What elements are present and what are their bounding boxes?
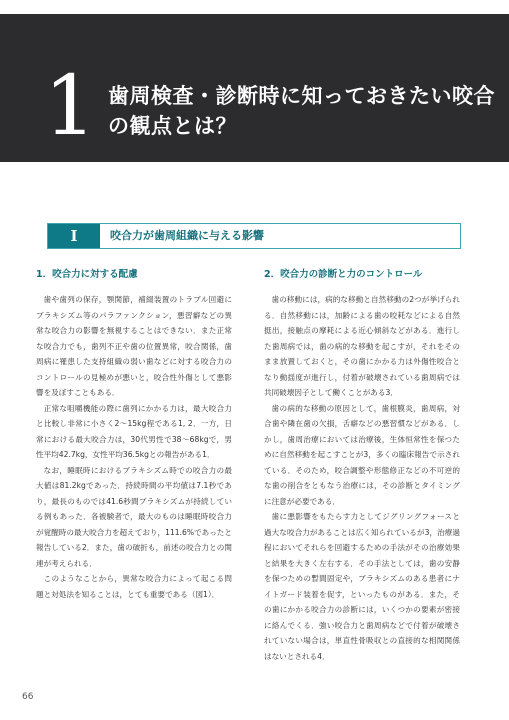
right-paragraph: 歯の移動には，病的な移動と自然移動の2つが挙げられる．自然移動には，加齢による歯の咬耗などによる自然挺出，接触点の摩耗による近心傾斜などがある．進行した歯周病では，歯の病的な移動を起こすが，それをそのまま放置しておくと，その歯にかかる力は外傷性咬合となり動揺度が進行し，付着が破壊されている歯周病では共同破壊因子として働くことがある3． — [264, 295, 460, 397]
left-paragraph: 正常な咀嚼機能の際に歯列にかかる力は，最大咬合力と比較し非常に小さく2〜15kg程である1, 2．一方，日常における最大咬合力は，30代男性で38〜68kgで，男性平均42.7kg，女性平均36.5kgとの報告がある1． — [36, 403, 232, 459]
left-column — [36, 268, 232, 602]
section-number: I — [48, 224, 100, 248]
chapter-header — [0, 14, 509, 162]
right-column — [264, 268, 460, 664]
chapter-title: 歯周検査・診断時に知っておきたい咬合の観点とは？ — [108, 83, 495, 138]
left-column-heading: 1．咬合力に対する配慮 — [36, 269, 138, 280]
right-paragraph: 歯に悪影響をもたらす力としてジグリングフォースと過大な咬合力があることは広く知られているが3，治療過程においてそれらを回避するための手法がその治療効果と結果を大きく左右する．その手法としては，歯の安静を保つための暫間固定や，ブラキシズムのある患者にナイトガード装着を促す，といったものがある．また，その歯にかかる咬合力の診断には，いくつかの要素が密接に絡んでくる．強い咬合力と歯周病などで付着が破壊されていない場合は，単直性骨吸収との直接的な相関関係はないとされる4． — [264, 512, 460, 661]
page-number: 66 — [22, 692, 34, 702]
section-title: 咬合力が歯周組織に与える影響 — [110, 229, 264, 242]
section-banner — [47, 223, 461, 249]
right-paragraph: 歯の病的な移動の原因として，歯根膜炎，歯周病，対合歯や隣在歯の欠損，舌癖などの悪習慣などがある．しかし，歯周治療においては治療後，生体恒常性を保つために自然移動を起こすことが3，多くの臨床報告で示されている．そのため，咬合調整や形態修正などの不可逆的な歯の削合をともなう治療には，その診断とタイミングに注意が必要である． — [264, 403, 460, 506]
top-margin — [0, 0, 509, 14]
chapter-number: 1 — [44, 59, 97, 154]
left-paragraph: 歯や歯列の保存，顎関節，補綴装置のトラブル回避にブラキシズム等のパラファンクション，悪習癖などの異常な咬合力の影響を無視することはできない．また正常な咬合力でも，歯列不正や歯の位置異常，咬合関係，歯周病に罹患した支持組織の弱い歯などに対する咬合力のコントロールの見極めが悪いと，咬合性外傷として悪影響を及ぼすこともある． — [36, 295, 232, 397]
left-paragraph: なお，睡眠時におけるブラキシズム時での咬合力の最大値は81.2kgであった．持続時間の平均値は7.1秒であり，最長のものでは41.6秒間ブラキシズムが持続している例もあった．各被験者で，最大のものは睡眠時咬合力が覚醒時の最大咬合力を超えており，111.6%であったと報告している2．また，歯の破折も，前述の咬合力との関連が考えられる． — [36, 465, 232, 568]
right-column-heading: 2．咬合力の診断と力のコントロール — [264, 269, 423, 280]
left-paragraph: このようなことから，異常な咬合力によって起こる問題と対処法を知ることは，とても重要である（図1）． — [36, 574, 232, 599]
